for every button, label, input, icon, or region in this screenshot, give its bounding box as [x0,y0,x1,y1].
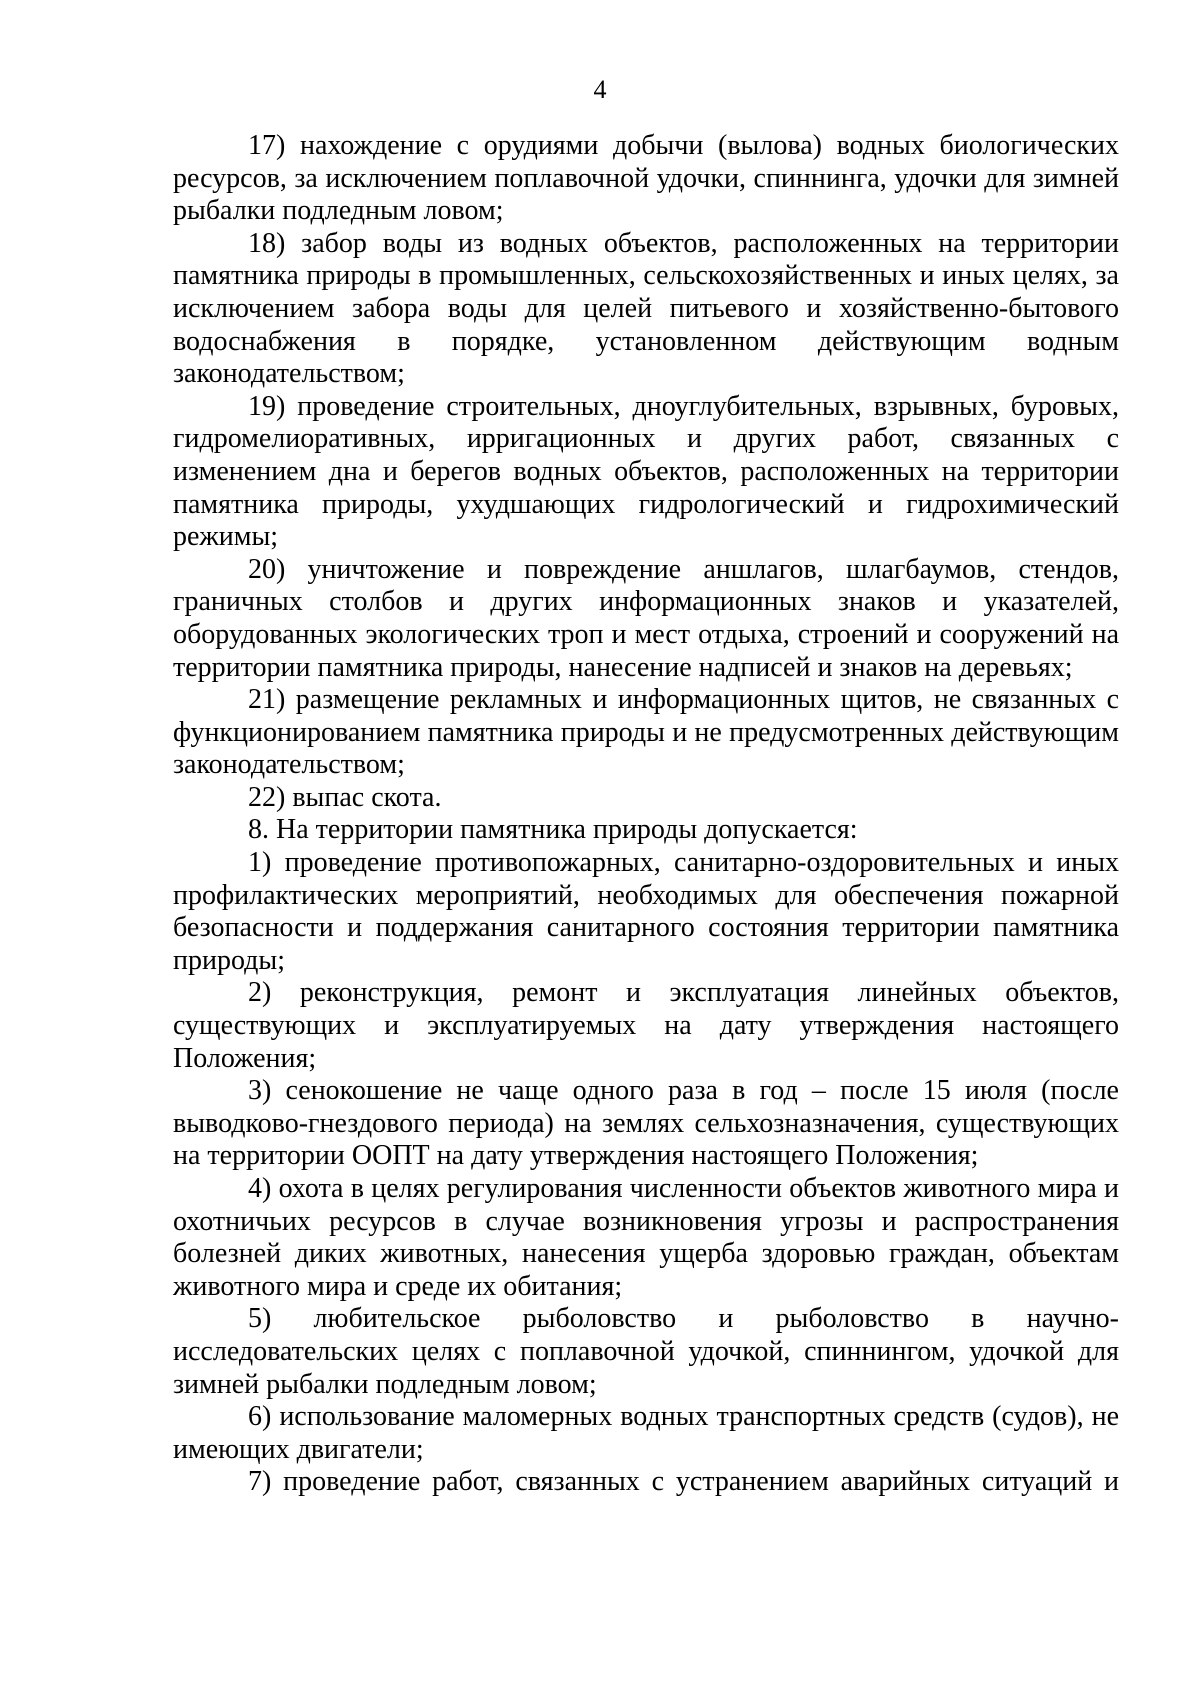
page-number: 4 [593,75,607,104]
paragraph-21: 21) размещение рекламных и информационных щитов, не связанных с функционированием памятника природы и не предусмотренных действующим законодательством; [173,684,1119,781]
paragraph-8-4: 4) охота в целях регулирования численности объектов животного мира и охотничьих ресурсов в случае возникновения угрозы и распространения болезней диких животных, нанесения ущерба здоровью граждан, объектам животного мира и среде их обитания; [173,1173,1119,1302]
paragraph-17: 17) нахождение с орудиями добычи (вылова) водных биологических ресурсов, за исключением поплавочной удочки, спиннинга, удочки для зимней рыбалки подледным ловом; [173,130,1119,227]
paragraph-8-1: 1) проведение противопожарных, санитарно-оздоровительных и иных профилактических мероприятий, необходимых для обеспечения пожарной безопасности и поддержания санитарного состояния территории памятника природы; [173,847,1119,976]
paragraph-20: 20) уничтожение и повреждение аншлагов, шлагбаумов, стендов, граничных столбов и других информационных знаков и указателей, оборудованных экологических троп и мест отдыха, строений и сооружений на территории памятника природы, нанесение надписей и знаков на деревьях; [173,553,1119,683]
paragraph-8-7: 7) проведение работ, связанных с устранением аварийных ситуаций и [248,1466,1119,1498]
paragraph-18: 18) забор воды из водных объектов, расположенных на территории памятника природы в промышленных, сельскохозяйственных и иных целях, за исключением забора воды для целей питьевого и хозяйственно-бытового водоснабжения в порядке, установленном действующим водным законодательством; [173,227,1119,390]
paragraph-22: 22) выпас скота. [248,781,442,813]
paragraph-8-3: 3) сенокошение не чаще одного раза в год – после 15 июля (после выводково-гнездового периода) на землях сельхозназначения, существующих на территории ООПТ на дату утверждения настоящего Положения; [173,1075,1119,1172]
document-body [173,130,1119,1499]
paragraph-8-6: 6) использование маломерных водных транспортных средств (судов), не имеющих двигатели; [173,1401,1119,1465]
paragraph-8-5: 5) любительское рыболовство и рыболовство в научно-исследовательских целях с поплавочной удочкой, спиннингом, удочкой для зимней рыбалки подледным ловом; [173,1303,1119,1400]
paragraph-19: 19) проведение строительных, дноуглубительных, взрывных, буровых, гидромелиоративных, ирригационных и других работ, связанных с изменением дна и берегов водных объектов, расположенных на территории памятника природы, ухудшающих гидрологический и гидрохимический режимы; [173,390,1119,553]
paragraph-8-2: 2) реконструкция, ремонт и эксплуатация линейных объектов, существующих и эксплуатируемых на дату утверждения настоящего Положения; [173,977,1119,1074]
section-8-heading: 8. На территории памятника природы допускается: [248,814,858,846]
